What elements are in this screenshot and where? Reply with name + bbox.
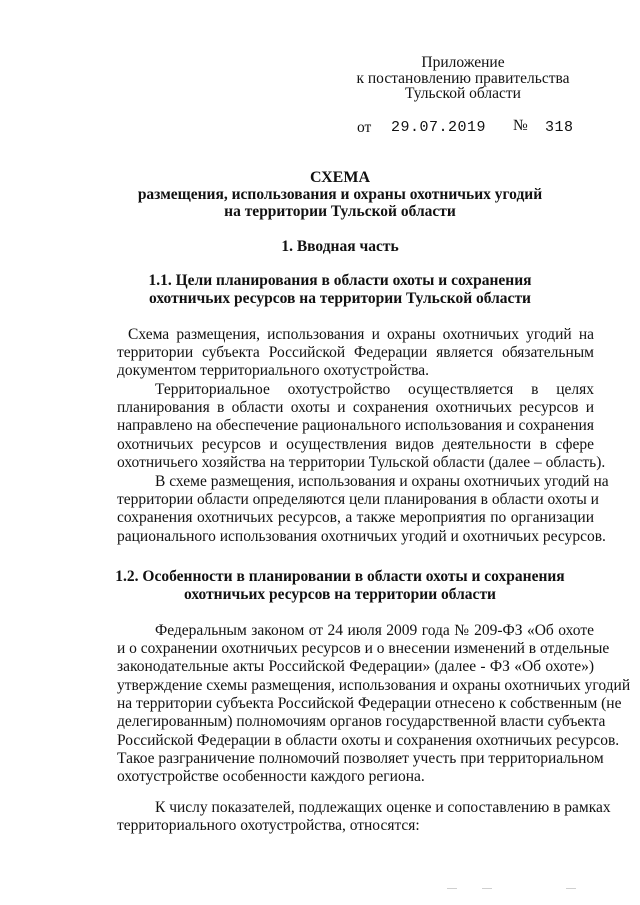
- paragraph-4-line-2: и о сохранении охотничьих ресурсов и о внесении изменений в отдельные: [117, 640, 610, 657]
- paragraph-1-line-2: территории субъекта Российской Федерации является обязательным: [117, 344, 594, 361]
- paragraph-4-line-9: охотустройстве особенности каждого региона.: [117, 768, 425, 785]
- paragraph-4-line-8: Такое разграничение полномочий позволяет учесть при территориальном: [117, 750, 604, 767]
- paragraph-2-line-5: охотничьего хозяйства на территории Тульской области (далее – область).: [117, 454, 606, 471]
- order-number-label: №: [513, 117, 528, 134]
- paragraph-4-line-5: на территории субъекта Российской Федерации отнесено к собственным (не: [117, 695, 622, 712]
- paragraph-3-line-4: рационального использования охотничьих угодий и охотничьих ресурсов.: [117, 528, 606, 545]
- appendix-line-1: Приложение: [421, 54, 505, 71]
- appendix-line-2: к постановлению правительства: [356, 70, 570, 87]
- section-1-1-heading-line-1: 1.1. Цели планирования в области охоты и сохранения: [148, 272, 532, 289]
- order-from-label: от: [357, 119, 372, 136]
- paragraph-2-line-2: планирования в области охоты и сохранения охотничьих ресурсов и: [117, 399, 594, 416]
- paragraph-1-line-3: документом территориального охотустройства.: [117, 362, 430, 379]
- paragraph-2-line-4: охотничьих ресурсов и осуществления видов деятельности в сфере: [117, 436, 594, 453]
- document-subtitle-2: на территории Тульской области: [224, 203, 456, 220]
- scan-artifact: [482, 888, 492, 889]
- paragraph-3-line-3: сохранения охотничьих ресурсов, а также мероприятия по организации: [117, 509, 594, 526]
- paragraph-5-line-1: К числу показателей, подлежащих оценке и сопоставлению в рамках: [155, 799, 611, 816]
- section-1-1-heading-line-2: охотничьих ресурсов на территории Тульской области: [149, 290, 531, 307]
- appendix-line-3: Тульской области: [405, 85, 521, 102]
- paragraph-1-line-1: Схема размещения, использования и охраны охотничьих угодий на: [128, 326, 594, 343]
- paragraph-4-line-3: законодательные акты Российской Федерации» (далее - ФЗ «Об охоте»): [117, 658, 594, 675]
- paragraph-3-line-2: территории области определяются цели планирования в области охоты и: [117, 491, 599, 508]
- paragraph-3-line-1: В схеме размещения, использования и охраны охотничьих угодий на: [155, 473, 609, 490]
- paragraph-4-line-1: Федеральным законом от 24 июля 2009 года № 209-ФЗ «Об охоте: [155, 622, 594, 639]
- paragraph-4-line-4: утверждение схемы размещения, использования и охраны охотничьих угодий: [117, 677, 631, 694]
- order-number: 318: [545, 119, 574, 136]
- document-subtitle-1: размещения, использования и охраны охотничьих угодий: [137, 186, 543, 203]
- paragraph-2-line-1: Территориальное охотустройство осуществляется в целях: [155, 381, 594, 398]
- document-title: СХЕМА: [309, 169, 371, 186]
- order-date: 29.07.2019: [391, 119, 487, 136]
- scan-artifact: [566, 888, 576, 889]
- paragraph-4-line-7: Российской Федерации в области охоты и сохранения охотничьих ресурсов.: [117, 732, 620, 749]
- paragraph-4-line-6: делегированным) полномочиям органов государственной власти субъекта: [117, 713, 606, 730]
- paragraph-2-line-3: направлено на обеспечение рационального использования и сохранения: [117, 417, 594, 434]
- paragraph-5-line-2: территориального охотустройства, относятся:: [117, 817, 420, 834]
- scan-artifact: [447, 888, 457, 889]
- section-1-2-heading-line-1: 1.2. Особенности в планировании в области охоты и сохранения: [115, 568, 565, 585]
- section-1-2-heading-line-2: охотничьих ресурсов на территории области: [184, 586, 496, 603]
- section-1-heading: 1. Вводная часть: [281, 238, 399, 255]
